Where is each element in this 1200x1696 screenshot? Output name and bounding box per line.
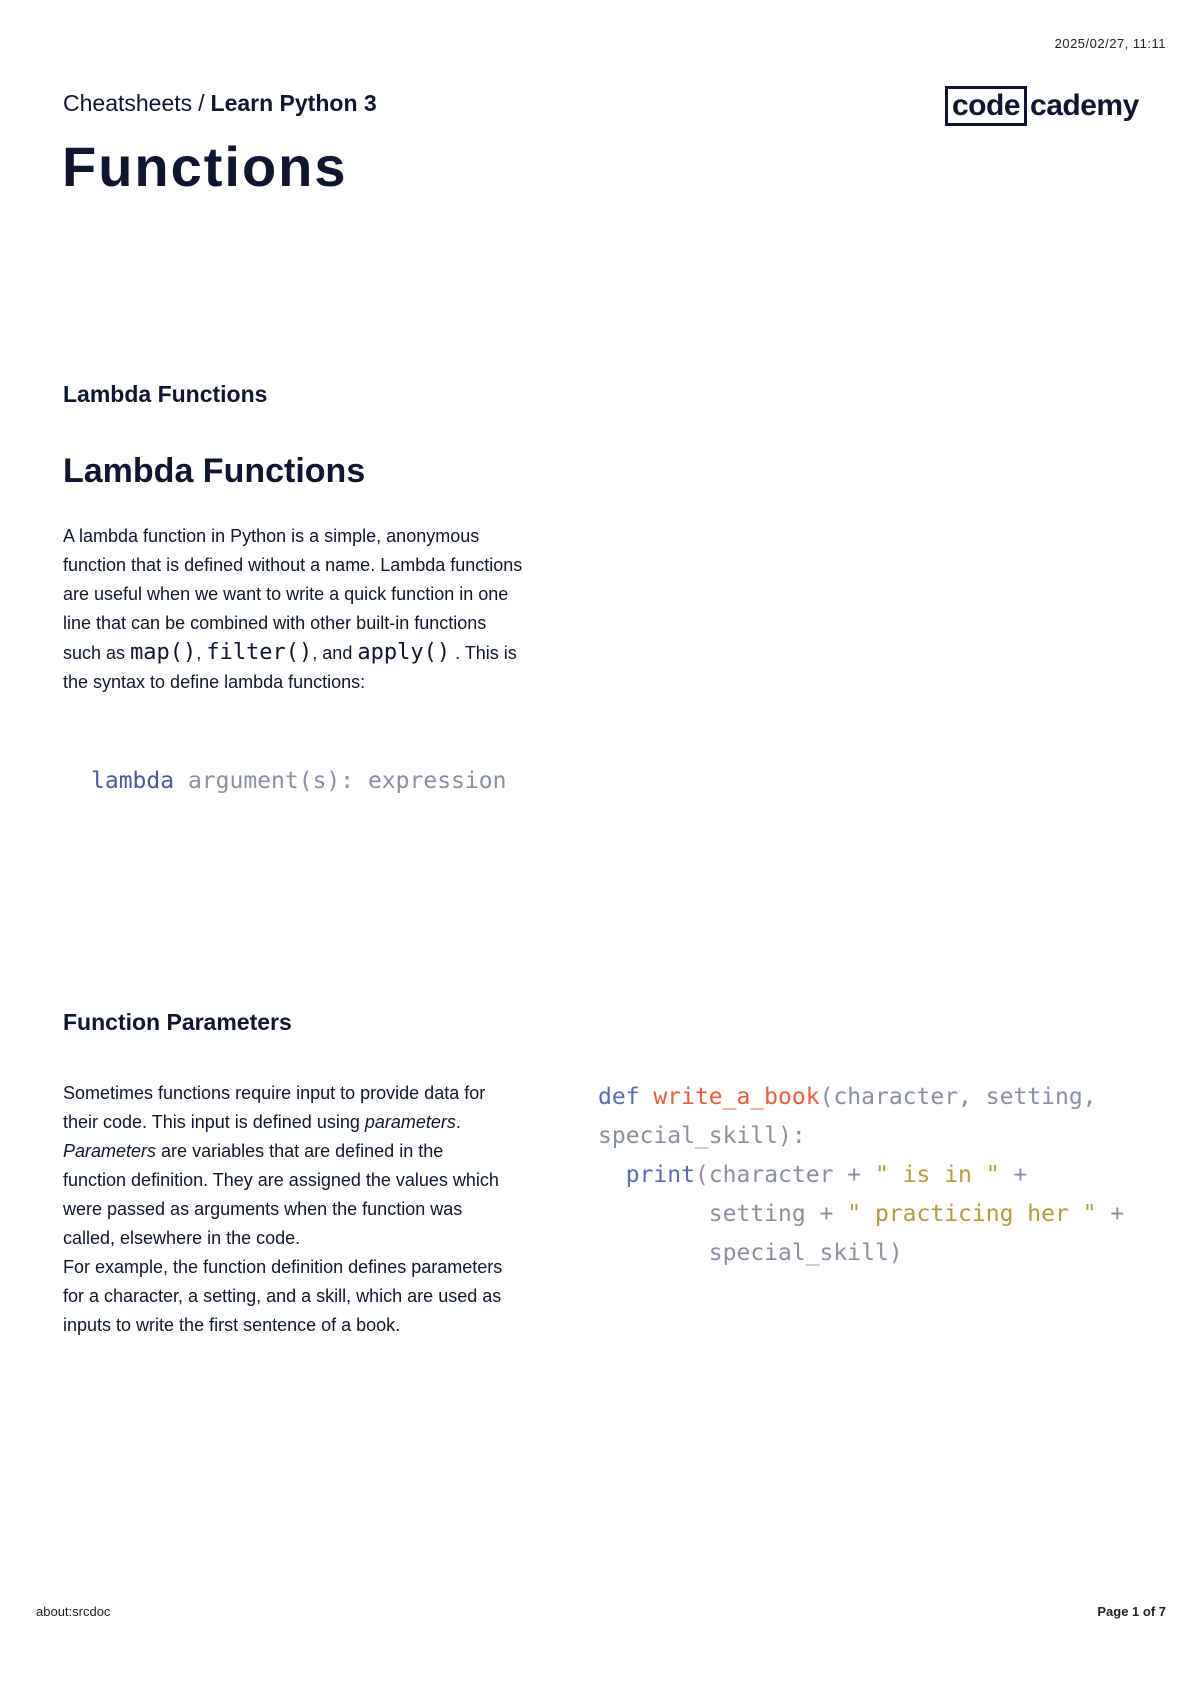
para-1-text: Sometimes functions require input to provide data for their code. This input is defined using [63,1083,486,1132]
inline-code-filter: filter() [206,640,313,665]
code-line-3 [598,1156,1124,1195]
footer-page-number: Page 1 of 7 [1097,1604,1166,1619]
para-2-text: are variables that are defined in the function definition. They are assigned the values which were passed as arguments when the function was called, elsewhere in the code. [63,1141,499,1248]
code-def-keyword: def [598,1084,640,1110]
lambda-text-2: . This is the syntax to define lambda functions: [63,643,517,692]
section-title-lambda: Lambda Functions [63,381,268,407]
lambda-comma: , [196,643,202,663]
breadcrumb-separator: / [198,90,205,116]
para-2-em: Parameters [63,1141,157,1161]
section-title-parameters: Function Parameters [63,1009,292,1035]
code-line3-a: (character + [694,1162,875,1188]
subtitle-lambda: Lambda Functions [63,452,366,490]
code-line-2: special_skill): [598,1123,806,1149]
code-line-4 [598,1195,1124,1234]
lambda-text-and: , and [312,643,353,663]
para-1-end: . [455,1112,461,1132]
footer-url: about:srcdoc [36,1604,111,1619]
code-function-name: write_a_book [653,1084,820,1110]
breadcrumb-current-link[interactable]: Learn Python 3 [210,90,377,116]
parameters-para-1 [63,1079,503,1137]
lambda-description [63,522,523,697]
timestamp: 2025/02/27, 11:11 [1054,36,1166,51]
breadcrumb [63,90,377,117]
page-title: Functions [62,135,348,198]
code-line5: special_skill) [708,1240,903,1266]
code-line3-string: " is in " [874,1162,1000,1188]
logo-boxed-text: code [945,86,1027,126]
parameters-para-2 [63,1137,503,1253]
lambda-text-1: A lambda function in Python is a simple, anonymous function that is defined without a name. Lambda functions are useful when we want to write a quick function in one line that can be combined with other built-in functions such as [63,526,523,663]
code-line4-string: " practicing her " [847,1201,1097,1227]
parameters-para-3: For example, the function definition defines parameters for a character, a setting, and a skill, which are used as inputs to write the first sentence of a book. [63,1257,503,1335]
inline-code-apply: apply() [357,640,451,665]
parameters-code-block [598,1078,1124,1273]
codecademy-logo[interactable] [945,86,1139,126]
code-print-keyword: print [625,1162,695,1188]
code-line4-a: setting + [708,1201,848,1227]
logo-rest-text: cademy [1030,89,1139,122]
code-line1-rest: (character, setting, [819,1084,1097,1110]
code-line-5 [598,1234,1124,1273]
lambda-syntax-code [91,762,506,801]
parameters-description [63,1079,503,1340]
inline-code-map: map() [130,640,197,665]
code-line3-b: + [999,1162,1028,1188]
code-line4-b: + [1096,1201,1125,1227]
code-lambda-keyword: lambda [91,768,175,794]
code-line-1 [598,1078,1124,1117]
code-lambda-rest: argument(s): expression [174,768,507,794]
para-1-em: parameters [364,1112,456,1132]
breadcrumb-root-link[interactable]: Cheatsheets [63,90,193,116]
